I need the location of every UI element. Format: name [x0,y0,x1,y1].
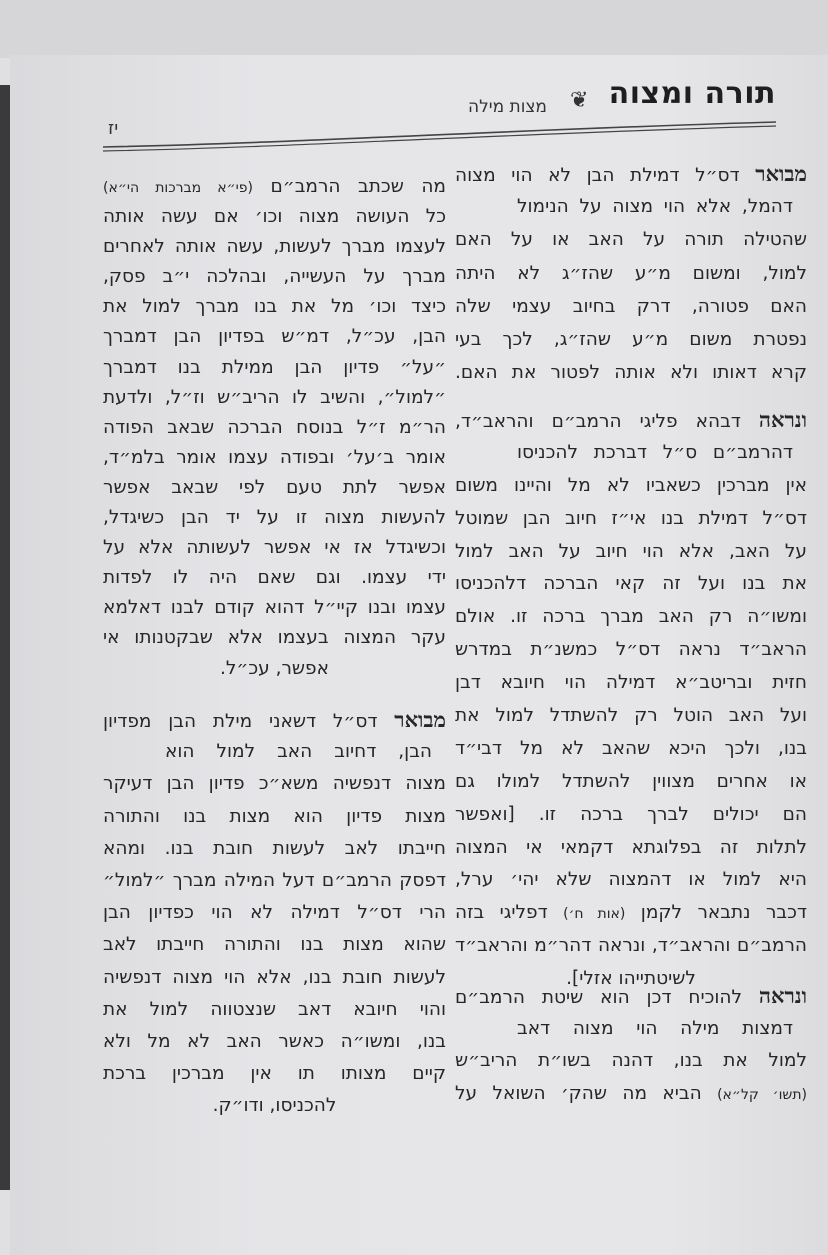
lead-word: ונראה [758,983,807,1008]
source-reference: (תשו׳ קל״א) [717,1086,807,1103]
text-line [455,223,807,256]
text-line [455,980,807,1013]
line-text: הבן, דחיוב האב למול הוא [165,741,432,763]
line-text: עצמו ובנו קיי״ל דהוא קודם לבנו דאלמא [103,597,446,619]
line-text: שהטילה תורה על האב או על האם [455,229,807,251]
line-text: בנו, ומשו״ה כאשר האב לא מל ולא [103,1030,446,1052]
text-line [455,257,807,290]
line-text: דפסק הרמב״ם דעל המילה מברך ״למול״ [103,869,446,891]
line-text: וכשיגדל אז אי אפשר לעשותה אלא על [103,537,446,559]
text-line [103,172,446,202]
text-line [455,536,807,569]
left-column-paragraph-2 [103,704,446,1122]
line-text: ומשו״ה רק האב מברך ברכה זו. אולם [455,606,807,628]
text-line [455,733,807,766]
text-line [103,262,446,292]
line-text: דס״ל דמילת הבן לא הוי מצוה [455,165,756,186]
text-line [455,568,807,601]
text-line [455,897,807,930]
line-text: והוי חיובא דאב שנצטווה למול את [103,998,446,1020]
lead-word: מבואר [394,707,446,732]
line-text: להעשות מצוה זו על יד הבן כשיגדל, [103,507,446,529]
line-text: דמצות מילה הוי מצוה דאב [517,1017,793,1039]
line-text: נפטרת משום מ״ע שהז״ג, לכך בעי [455,328,807,350]
text-line [103,503,446,533]
line-text: לשיטתייהו אזלי]. [566,968,696,990]
line-text: ועל האב הוטל רק להשתדל למול את [455,705,807,727]
line-text: אפשר, עכ״ל. [220,657,329,679]
line-text: מברך על העשייה, ובהלכה י״ב פסק, [103,266,446,288]
line-text: הראב״ד נראה דס״ל כמשנ״ת במדרש [455,639,807,661]
lead-word: ונראה [758,407,807,432]
text-line [103,962,446,994]
text-line [455,1078,807,1111]
text-line [103,1090,446,1122]
line-text: מצות פדיון הוא מצות בנו והתורה [103,805,446,827]
text-line [103,202,446,232]
text-line [455,634,807,667]
line-text: אין מברכין כשאביו לא מל והיינו משום [455,474,807,496]
line-text: בנו, ולכך היכא שהאב לא מל דבי״ד [455,737,807,759]
text-line [103,1058,446,1090]
line-text: אומר ב׳על׳ ובפודה עצמו אומר בלמ״ד, [103,446,446,468]
left-column-paragraph-1 [103,172,446,684]
text-line [455,832,807,865]
line-text: על האב, אלא הוי חיוב על האב למול [455,540,807,562]
line-text: דהמל, אלא הוי מצוה על הנימול [517,196,793,218]
text-line [455,290,807,323]
line-text: ״למול״, והשיב לו הריב״ש וז״ל, ולדעת [103,386,446,408]
source-reference: (פי״א מברכות הי״א) [103,180,253,196]
text-line [455,157,807,190]
line-text: דס״ל דמילת בנו אי״ז חיוב הבן שמוטל [455,507,807,529]
line-text: ״על״ פדיון הבן ממילת בנו דמברך [103,356,446,378]
text-line [455,470,807,503]
text-line [455,700,807,733]
text-line [455,601,807,634]
text-line [103,704,446,736]
line-text: דהרמב״ם ס״ל דברכת להכניסו [517,441,793,463]
line-text: לעצמו מברך לעשות, עשה אותה לאחרים [103,236,446,258]
text-line [103,929,446,961]
line-text: כיצד וכו׳ מל את בנו מברך למול את [103,296,446,318]
text-line [103,897,446,929]
page-number: יז [108,118,119,139]
lead-word: מבואר [755,161,807,186]
text-line [103,865,446,897]
text-line [455,667,807,700]
line-text: חזית ובריטב״א דמילה הוי חיובא דבן [455,672,807,694]
text-line [455,1045,807,1078]
text-line [103,533,446,563]
text-line [103,736,446,768]
text-line [455,356,807,389]
line-text: דפליגי בזה [455,902,564,924]
line-text: לתלות זה בפלוגתא דקמאי אי המצוה [455,836,807,858]
text-line [103,623,446,653]
line-text: הם יכולים לברך ברכה זו. [ואפשר [455,803,807,825]
right-column-paragraph-2 [455,404,807,996]
book-binding-edge [0,85,10,1190]
line-text: קיים מצותו תו אין מברכין ברכת [103,1063,446,1085]
text-line [103,654,446,684]
header-double-rule [0,0,828,170]
line-text: או אחרים מצווין להשתדל למולו גם [455,770,807,792]
line-text: אפשר לתת טעם לפי שבאב אפשר [103,476,446,498]
line-text: להוכיח דכן הוא שיטת הרמב״ם [455,987,759,1008]
line-text: עקר המצוה בעצמו אלא שבקטנותו אי [103,627,446,649]
line-text: כל העושה מצוה וכו׳ אם עשה אותה [103,206,446,228]
line-text: לעשות חובת בנו, אלא הוי מצוה דנפשיה [103,966,446,988]
text-line [103,413,446,443]
text-line [455,323,807,356]
text-line [103,443,446,473]
line-text: שהוא מצות בנו והתורה חייבתו לאב [103,934,446,956]
text-line [103,292,446,322]
line-text: קרא דאותו ולא אותה לפטור את האם. [455,362,807,384]
text-line [455,930,807,963]
section-title: מצות מילה [468,97,547,117]
line-text: ידי עצמו. וגם שאם היה לו לפדות [103,567,446,589]
line-text: דבהא פליגי הרמב״ם והראב״ד, [455,411,759,432]
running-title: תורה ומצוה [608,76,776,111]
right-column-paragraph-1 [455,157,807,389]
text-line [103,1026,446,1058]
source-reference: (אות ח׳) [563,906,626,923]
text-line [103,768,446,800]
line-text: הבן, עכ״ל, דמ״ש בפדיון הבן דמברך [103,326,446,348]
line-text: למול, ומשום מ״ע שהז״ג לא היתה [455,262,807,284]
text-line [103,593,446,623]
text-line [455,190,807,223]
line-text: חייבתו לאב לעשות חובת בנו. ומהא [103,837,446,859]
text-line [103,473,446,503]
line-text: הביא מה שהק׳ השואל על [455,1082,718,1104]
line-text: להכניסו, ודו״ק. [212,1095,337,1117]
line-text: הרי דס״ל דמילה לא הוי כפדיון הבן [103,902,446,924]
right-column-paragraph-3 [455,980,807,1110]
line-text: מה שכתב הרמב״ם [252,176,446,197]
line-text: הרמב״ם והראב״ד, ונראה דהר״מ והראב״ד [455,935,807,957]
text-line [103,232,446,262]
text-line [103,833,446,865]
text-line [455,799,807,832]
text-line [455,404,807,437]
text-line [103,383,446,413]
text-line [103,353,446,383]
text-line [455,1013,807,1046]
text-line [455,437,807,470]
line-text: את בנו ועל זה קאי הברכה דלהכניסו [455,573,807,595]
line-text: היא למול או דהמצוה שלא יהי׳ ערל, [455,869,807,891]
text-line [103,322,446,352]
line-text: האם פטורה, דרק בחיוב עצמי שלה [455,295,807,317]
text-line [455,503,807,536]
text-line [455,766,807,799]
line-text: למול את בנו, דהנה בשו״ת הריב״ש [455,1050,807,1071]
line-text: דס״ל דשאני מילת הבן מפדיון [103,711,395,732]
fleuron-icon: ❦ [570,88,589,113]
text-line [455,864,807,897]
line-text: הר״מ ז״ל בנוסח הברכה שבאב הפודה [103,416,446,438]
line-text: מצוה דנפשיה משא״כ פדיון הבן דעיקר [103,773,446,795]
text-line [103,801,446,833]
text-line [103,994,446,1026]
text-line [103,563,446,593]
line-text: דכבר נתבאר לקמן [625,902,807,924]
